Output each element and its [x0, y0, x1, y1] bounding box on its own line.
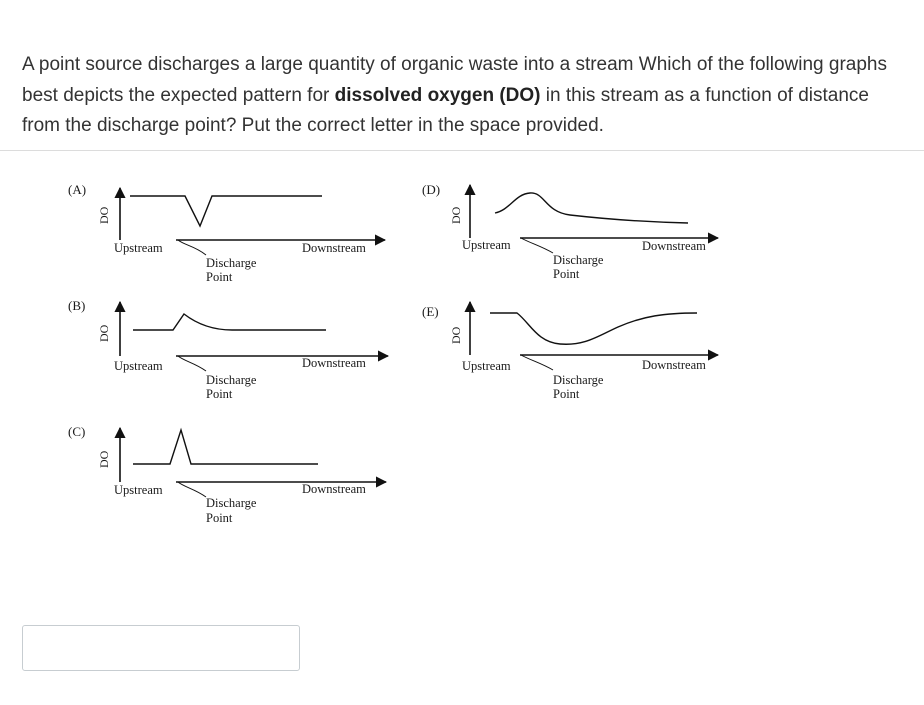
downstream-label: Downstream — [642, 358, 706, 372]
discharge-pointer — [178, 356, 206, 371]
do-curve — [490, 313, 697, 344]
discharge-label: Discharge — [206, 496, 257, 510]
discharge-label: Discharge — [553, 253, 604, 267]
graph-b — [68, 298, 388, 401]
y-axis-label: DO — [97, 206, 111, 224]
do-curve — [133, 314, 326, 330]
discharge-pointer — [521, 238, 553, 253]
question-text-after: in this stream as a function of distance from the discharge point? Put the correct letter in the space provided. — [22, 84, 869, 136]
question-bold-term: dissolved oxygen (DO) — [334, 84, 541, 106]
upstream-label: Upstream — [462, 238, 511, 252]
downstream-label: Downstream — [642, 239, 706, 253]
do-curve — [495, 193, 688, 223]
downstream-label: Downstream — [302, 356, 366, 370]
question-text-before: A point source discharges a large quantity of organic waste into a stream Which of the following graphs best depicts the expected pattern for — [22, 54, 887, 106]
discharge-pointer — [178, 482, 206, 497]
point-label: Point — [206, 387, 233, 401]
downstream-label: Downstream — [302, 482, 366, 496]
graph-letter: (D) — [422, 182, 441, 197]
do-curve — [130, 196, 322, 226]
y-axis-label: DO — [449, 206, 463, 224]
discharge-label: Discharge — [206, 256, 257, 270]
discharge-pointer — [521, 355, 553, 370]
graph-letter: (E) — [422, 304, 439, 319]
do-curve — [133, 430, 318, 464]
upstream-label: Upstream — [114, 483, 163, 497]
point-label: Point — [553, 267, 580, 281]
discharge-pointer — [178, 240, 206, 255]
graph-letter: (A) — [68, 182, 87, 197]
y-axis-label: DO — [97, 450, 111, 468]
graph-c — [68, 424, 386, 525]
graph-letter: (C) — [68, 424, 86, 439]
y-axis-label: DO — [97, 324, 111, 342]
upstream-label: Upstream — [462, 359, 511, 373]
point-label: Point — [206, 270, 233, 284]
discharge-label: Discharge — [553, 373, 604, 387]
graph-a — [68, 182, 385, 284]
graph-e — [422, 302, 718, 401]
graph-d — [422, 182, 718, 281]
graph-letter: (B) — [68, 298, 86, 313]
answer-input[interactable] — [22, 625, 300, 671]
y-axis-label: DO — [449, 326, 463, 344]
point-label: Point — [553, 387, 580, 401]
discharge-label: Discharge — [206, 373, 257, 387]
downstream-label: Downstream — [302, 241, 366, 255]
upstream-label: Upstream — [114, 241, 163, 255]
point-label: Point — [206, 511, 233, 525]
upstream-label: Upstream — [114, 359, 163, 373]
